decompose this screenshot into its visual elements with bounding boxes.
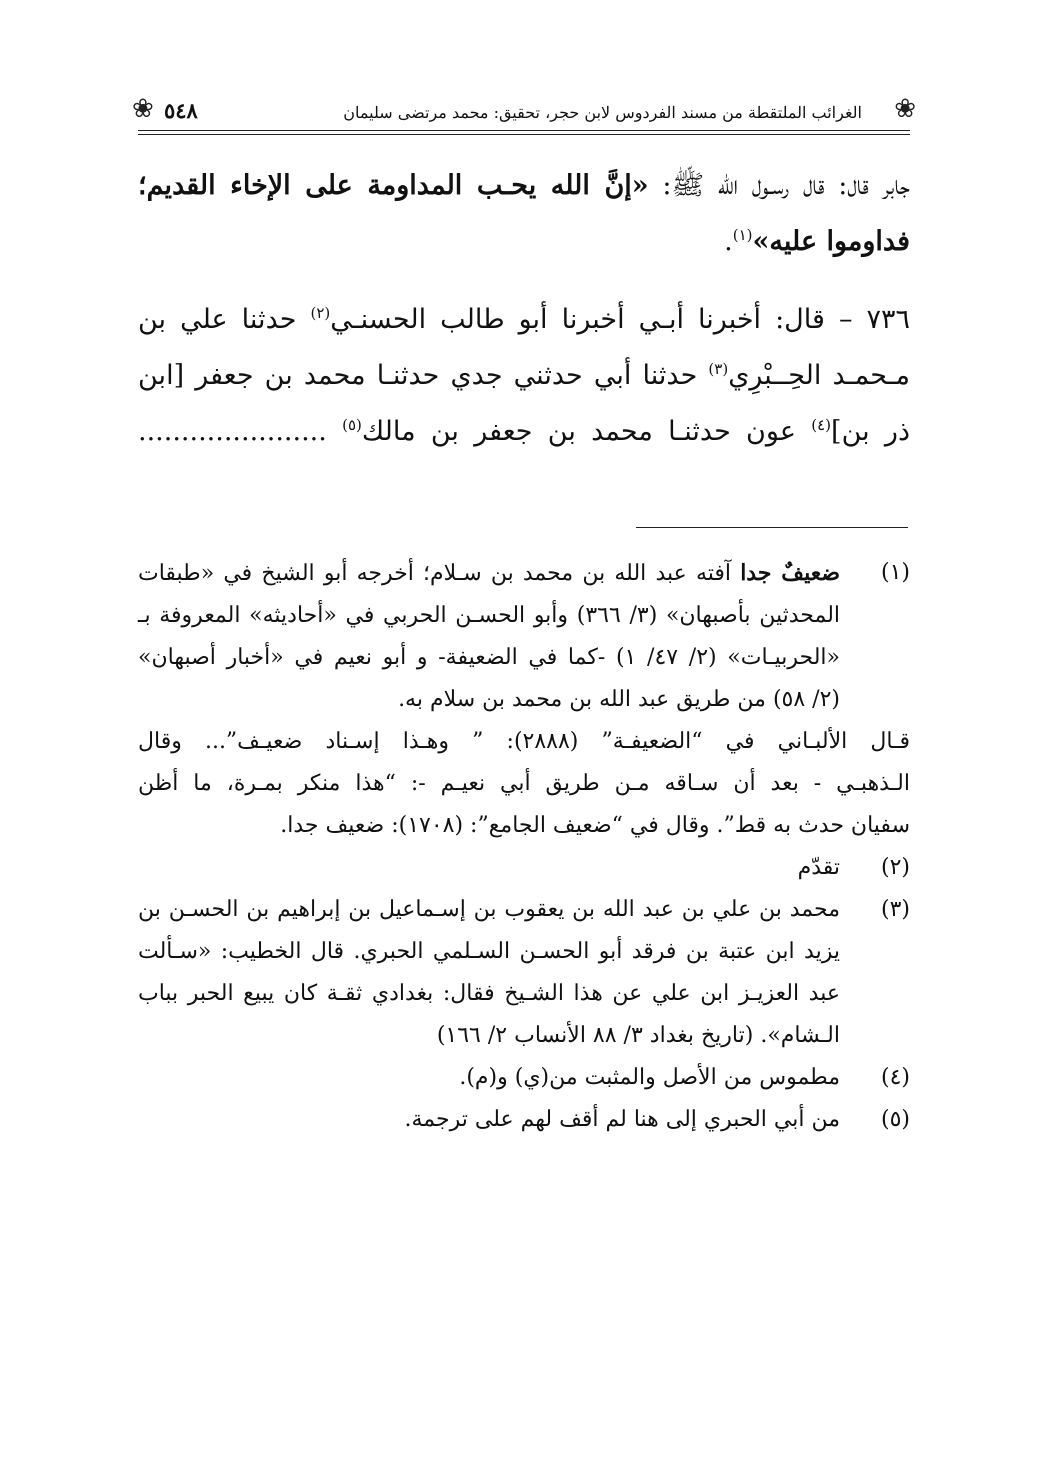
footnote-line <box>138 552 840 595</box>
main-line <box>138 404 910 460</box>
footnote-number: (٣) <box>880 897 910 922</box>
footnote-line: المحدثين بأصبهان» (٣/ ٣٦٦) وأبو الحسـن الحربي في «أحاديثه» المعروفة بـ <box>138 603 841 628</box>
footnote-5 <box>138 1099 910 1141</box>
grading-text: ضعيفٌ جدا <box>740 560 840 586</box>
page-number: ٥٤٨ <box>164 98 198 123</box>
narration-text: حدثنا أبي حدثني جدي حدثنـا محمد بن جعفر [ابن <box>138 360 709 391</box>
footnote-line: محمد بن علي بن عبد الله بن يعقوب بن إسـماعيل بن إبراهيم بن الحسـن بن <box>138 897 840 922</box>
footnote-ref: (٥) <box>342 416 362 434</box>
narration-text: ٧٣٦ – قال: أخبرنا أبـي أخبرنا أبو طالب الحسنـي <box>330 304 911 335</box>
flourish-ornament-left-icon: ❀ <box>132 94 154 124</box>
hadith-text: «إنَّ الله يحـب المداومة على الإخاء القديم؛ <box>138 170 649 201</box>
footnote-number: (٤) <box>880 1065 910 1090</box>
footnote-ref: (١) <box>732 226 753 244</box>
continuation-dots: ...................... <box>138 416 343 447</box>
footnote-ref: (٣) <box>708 360 729 378</box>
narration-text: . <box>724 226 733 257</box>
footnote-line: قـال الألبـاني في “الضعيفـة” (٢٨٨٨): ” وهـذا إسـناد ضعيـف”... وقال <box>138 729 910 754</box>
main-line <box>138 158 910 214</box>
narration-text: ذر بن] <box>831 416 910 447</box>
running-title: الغرائب الملتقطة من مسند الفردوس لابن حجر، تحقيق: محمد مرتضى سليمان <box>343 103 862 122</box>
narration-text: جابر قال: قال رسـول الله ﷺ: <box>648 170 910 201</box>
footnote-line: سفيان حدث به قط”. وقال في “ضعيف الجامع”: (١٧٠٨): ضعيف جدا. <box>280 813 910 838</box>
footnote-line: الـشام». (تاريخ بغداد ٣/ ٨٨ الأنساب ٢/ ١٦٦) <box>436 1023 840 1048</box>
footnote-number: (١) <box>880 560 910 585</box>
main-text <box>138 158 910 460</box>
page-header <box>132 92 916 136</box>
narration-text: مـحمـد الحِــبْرِي <box>728 360 910 391</box>
footnote-line: «الحربيـات» (٢/ ٤٧/ ١) -كما في الضعيفة- و أبو نعيم في «أخبار أصبهان» <box>138 645 841 670</box>
flourish-ornament-right-icon: ❀ <box>894 94 916 124</box>
footnote-4 <box>138 1057 910 1099</box>
footnote-line: تقدّم <box>797 855 840 880</box>
footnote-ref: (٤) <box>811 416 832 434</box>
footnote-3 <box>138 889 910 1057</box>
footnote-1 <box>138 552 910 847</box>
header-rule-thin <box>138 134 910 135</box>
footnote-line: من أبي الحبري إلى هنا لم أقف لهم على ترجمة. <box>404 1107 840 1132</box>
footnote-2 <box>138 847 910 889</box>
narration-text: عون حدثنـا محمد بن جعفر بن مالك <box>361 416 812 447</box>
footnote-line: عبد العزيـز ابن علي عن هذا الشـيخ فقال: بغدادي ثقـة كان يبيع الحبر بباب <box>138 981 840 1006</box>
main-line <box>138 214 910 270</box>
footnote-number: (٢) <box>880 855 910 880</box>
footnote-ref: (٢) <box>310 304 331 322</box>
header-rule <box>138 130 910 131</box>
footnote-separator <box>636 527 908 528</box>
hadith-text: فداوموا عليه» <box>752 226 910 257</box>
footnote-line: الـذهبـي - بعد أن سـاقه مـن طريق أبي نعيـم -: “هذا منكر بمـرة، ما أظن <box>138 771 910 796</box>
footnote-line: مطموس من الأصل والمثبت من(ي) و(م). <box>459 1065 840 1090</box>
footnote-line: يزيد ابن عتبة بن فرقد أبو الحسـن السـلمي الحبري. قال الخطيب: «سـألت <box>138 939 840 964</box>
footnotes <box>138 552 910 1141</box>
main-line <box>138 348 910 404</box>
main-line <box>138 292 910 348</box>
footnote-text: آفته عبد الله بن محمد بن سـلام؛ أخرجه أبو الشيخ في «طبقات <box>138 561 741 586</box>
narration-text: حدثنا علي بن <box>138 304 311 335</box>
footnote-number: (٥) <box>880 1107 910 1132</box>
footnote-line: (٢/ ٥٨) من طريق عبد الله بن محمد بن سلام به. <box>398 687 840 712</box>
